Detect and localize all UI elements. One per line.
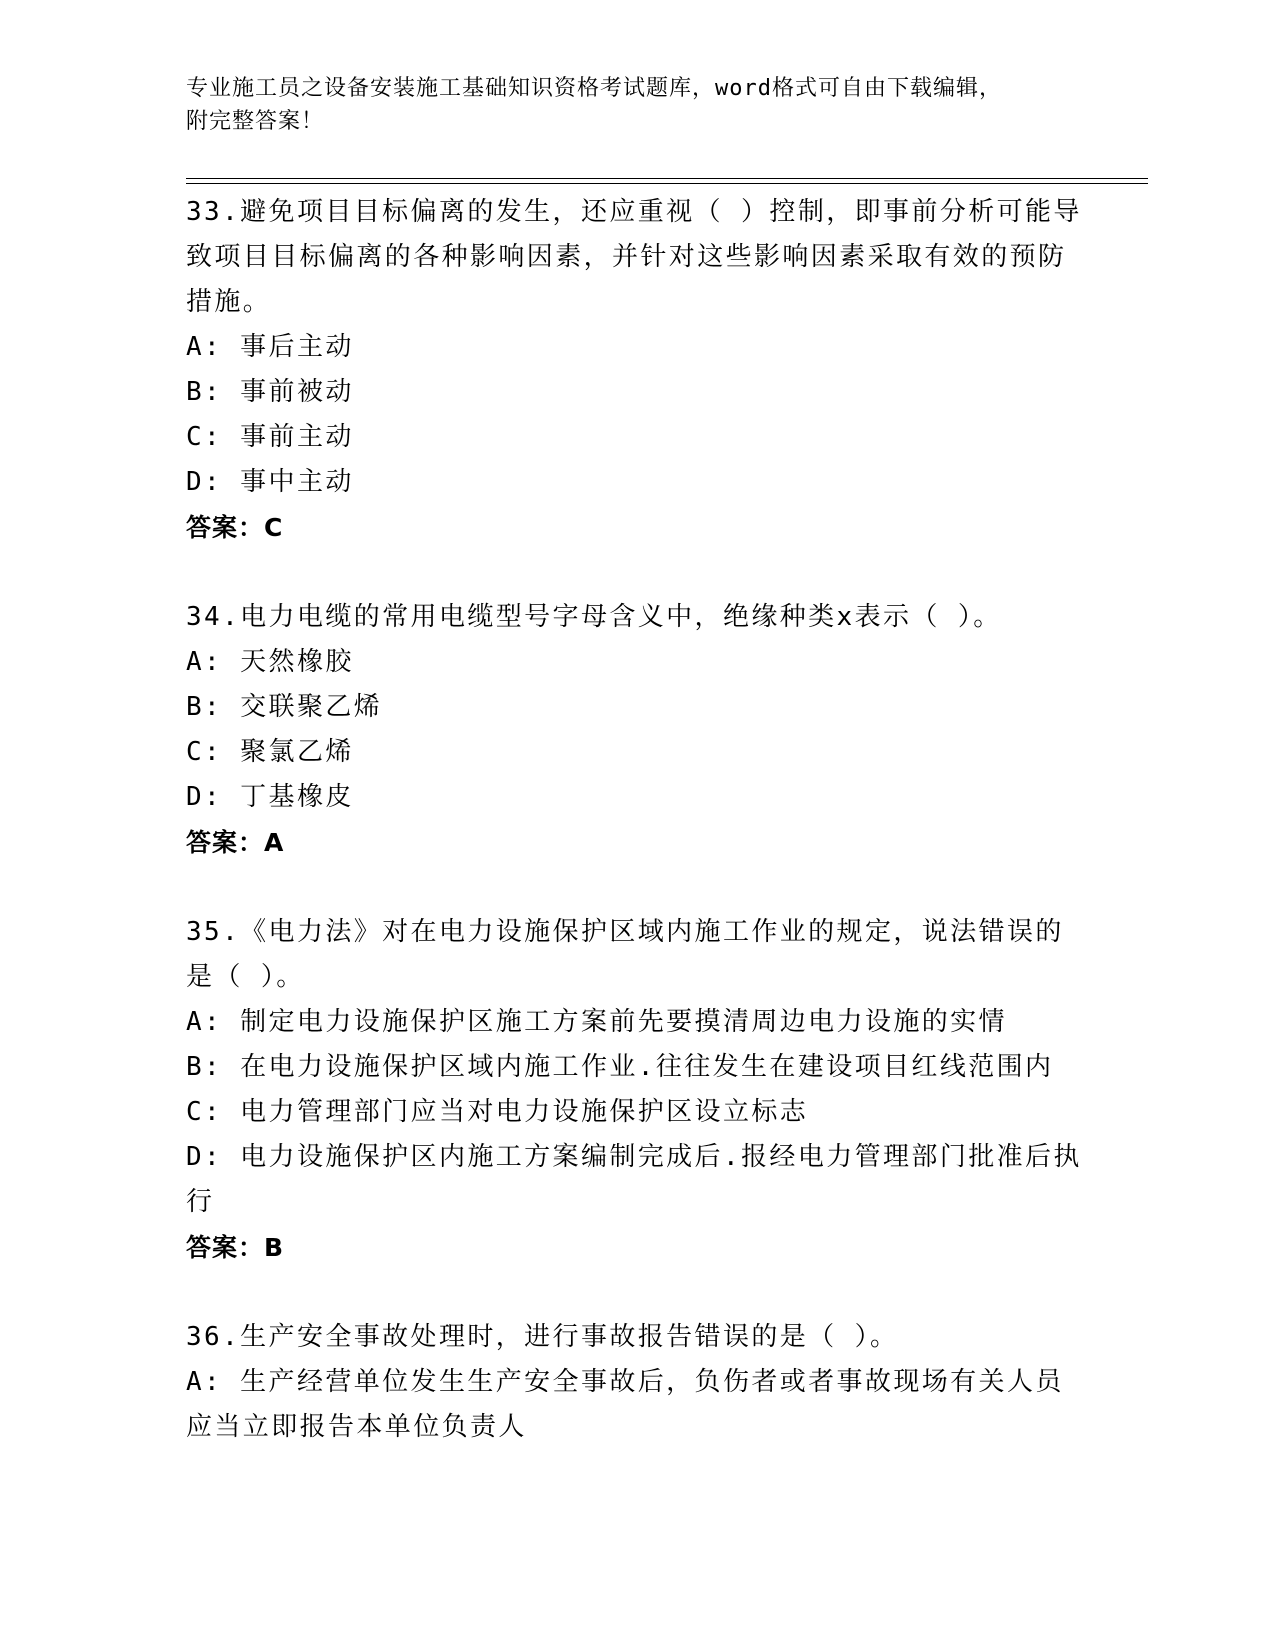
question-stem: 33.避免项目目标偏离的发生，还应重视（ ）控制，即事前分析可能导致项目目标偏离的各种影响因素，并针对这些影响因素采取有效的预防措施。 [186, 197, 1082, 317]
header-line-2: 附完整答案！ [186, 109, 325, 134]
question-stem: 36.生产安全事故处理时，进行事故报告错误的是（ ）。 [186, 1322, 899, 1352]
header-divider-bottom [186, 183, 1148, 184]
answer: 答案：C [186, 513, 284, 542]
question-35 [186, 910, 1086, 1270]
question-list [186, 190, 1086, 1450]
option-a: A: 生产经营单位发生生产安全事故后，负伤者或者事故现场有关人员应当立即报告本单位负责人 [186, 1367, 1064, 1442]
question-36 [186, 1315, 1086, 1450]
answer: 答案：A [186, 828, 285, 857]
option-b: B: 在电力设施保护区域内施工作业.往往发生在建设项目红线范围内 [186, 1052, 1054, 1082]
question-34 [186, 595, 1086, 865]
option-b: B: 交联聚乙烯 [186, 692, 383, 722]
option-a: A: 天然橡胶 [186, 647, 354, 677]
option-c: C: 电力管理部门应当对电力设施保护区设立标志 [186, 1097, 809, 1127]
document-header [186, 72, 1066, 138]
option-d: D: 丁基橡皮 [186, 782, 354, 812]
question-stem: 34.电力电缆的常用电缆型号字母含义中，绝缘种类x表示（ ）。 [186, 602, 1002, 632]
option-c: C: 聚氯乙烯 [186, 737, 354, 767]
option-d: D: 事中主动 [186, 467, 354, 497]
option-d: D: 电力设施保护区内施工方案编制完成后.报经电力管理部门批准后执行 [186, 1142, 1082, 1217]
option-b: B: 事前被动 [186, 377, 354, 407]
question-33 [186, 190, 1086, 550]
header-line-1: 专业施工员之设备安装施工基础知识资格考试题库，word格式可自由下载编辑， [186, 76, 1002, 101]
question-stem: 35.《电力法》对在电力设施保护区域内施工作业的规定，说法错误的是（ ）。 [186, 917, 1064, 992]
answer: 答案：B [186, 1233, 285, 1262]
option-a: A: 事后主动 [186, 332, 354, 362]
option-c: C: 事前主动 [186, 422, 354, 452]
header-divider-top [186, 178, 1148, 179]
option-a: A: 制定电力设施保护区施工方案前先要摸清周边电力设施的实情 [186, 1007, 1007, 1037]
